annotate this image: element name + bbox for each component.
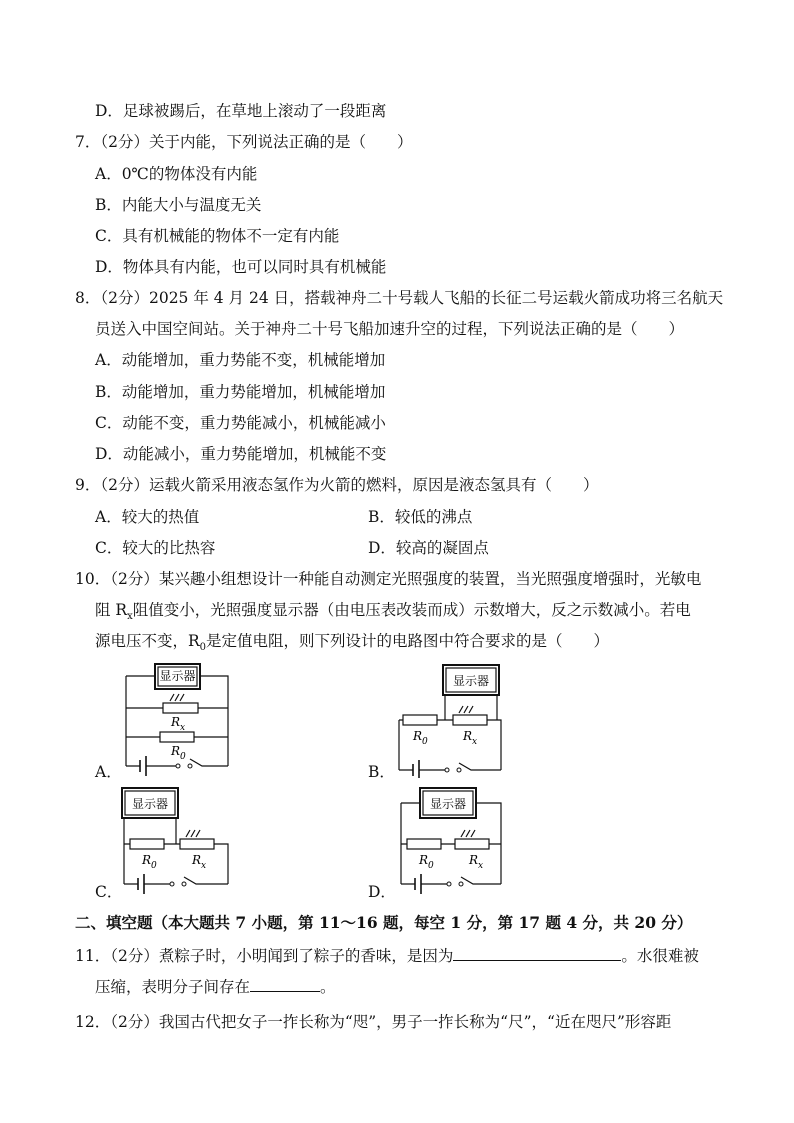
circuit-diagram-d [393,784,513,894]
q10-option-b-letter: B． [368,763,395,781]
q6-option-d: D．足球被踢后，在草地上滚动了一段距离 [95,102,387,120]
q7-stem: 7．（2分）关于内能，下列说法正确的是（ ） [75,133,413,151]
q9-option-c: C．较大的比热容 [95,539,216,557]
q9-stem: 9．（2分）运载火箭采用液态氢作为火箭的燃料，原因是液态氢具有（ ） [75,476,599,494]
q8-option-c: C．动能不变，重力势能减小，机械能减小 [95,414,386,432]
rx-label-c: $R_x$ [192,853,207,871]
q7-option-b: B．内能大小与温度无关 [95,196,262,214]
display-label-d: 显示器 [429,797,467,811]
r0-label-b: $R_0$ [413,729,428,747]
q7-option-a: A．0℃的物体没有内能 [95,165,258,183]
q11-blank-1[interactable] [453,944,621,961]
q8-stem-line1: 8．（2分）2025 年 4 月 24 日，搭载神舟二十号载人飞船的长征二号运载火箭成功将三名航天 [75,289,724,307]
q9-option-a: A．较大的热值 [95,508,200,526]
q8-option-b: B．动能增加，重力势能增加，机械能增加 [95,383,386,401]
display-label-a: 显示器 [159,669,196,683]
q10-option-d-letter: D． [368,883,396,901]
circuit-diagram-b [393,662,513,778]
q10-stem-line1: 10．（2分）某兴趣小组想设计一种能自动测定光照强度的装置，当光照强度增强时，光敏电 [75,570,702,588]
q10-stem-line3: 源电压不变，$R_0$是定值电阻，则下列设计的电路图中符合要求的是（ ） [95,632,610,654]
display-label-c: 显示器 [131,797,169,811]
q11-line1: 11．（2分）煮粽子时，小明闻到了粽子的香味，是因为 。水很难被 [75,944,699,966]
r0-label-d: $R_0$ [419,853,434,871]
q10-stem-line2: 阻 $R_x$阻值变小，光照强度显示器（由电压表改装而成）示数增大，反之示数减小。若电 [95,601,691,623]
rx-label-d: $R_x$ [469,853,484,871]
q12-line1: 12．（2分）我国古代把女子一拃长称为“咫”，男子一拃长称为“尺”，“近在咫尺”形容距 [75,1013,672,1031]
section-fill-in-title: 二、填空题（本大题共 7 小题，第 11～16 题，每空 1 分，第 17 题 4 分，共 20 分） [75,913,693,932]
q8-option-d: D．动能减小，重力势能增加，机械能不变 [95,445,387,463]
q9-option-b: B．较低的沸点 [368,508,473,526]
q7-option-c: C．具有机械能的物体不一定有内能 [95,227,340,245]
display-label-b: 显示器 [452,674,490,688]
q9-option-d: D．较高的凝固点 [368,539,489,557]
r0-label-a: $R_0$ [171,744,186,762]
circuit-diagram-c [118,784,238,894]
circuit-diagram-a [118,656,238,776]
q8-option-a: A．动能增加，重力势能不变，机械能增加 [95,351,386,369]
rx-label-a: $R_x$ [171,715,186,733]
q7-option-d: D．物体具有内能，也可以同时具有机械能 [95,258,387,276]
rx-label-b: $R_x$ [463,729,478,747]
r0-label-c: $R_0$ [142,853,157,871]
q11-line2: 压缩，表明分子间存在 。 [95,975,336,997]
q11-blank-2[interactable] [250,975,320,992]
q10-option-c-letter: C． [95,883,123,901]
q10-option-a-letter: A． [95,763,122,781]
q8-stem-line2: 员送入中国空间站。关于神舟二十号飞船加速升空的过程，下列说法正确的是（ ） [95,320,685,338]
